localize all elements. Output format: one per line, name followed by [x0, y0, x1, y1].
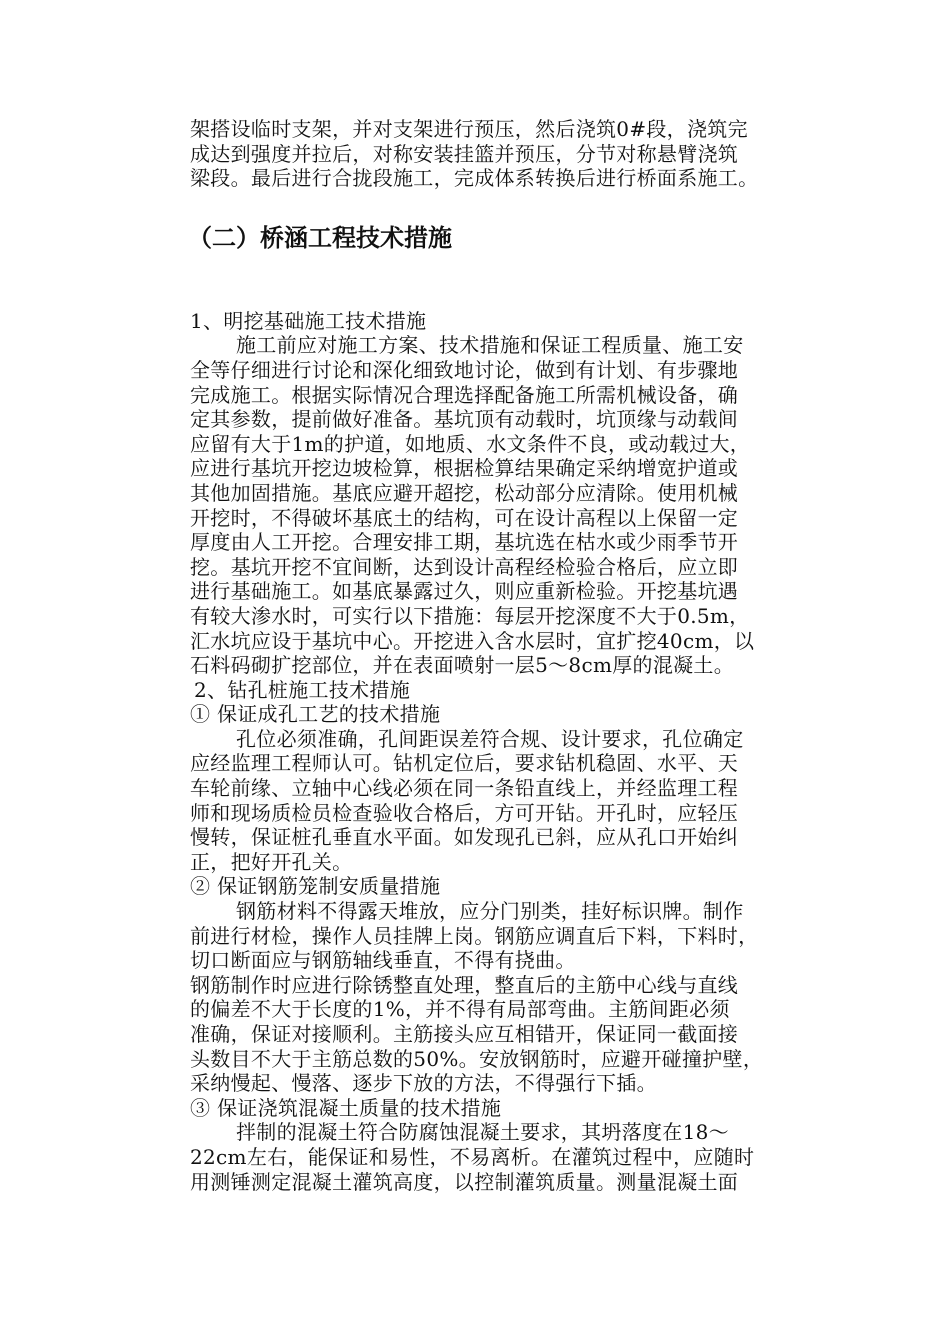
text-line: 定其参数，提前做好准备。基坑顶有动载时，坑顶缘与动载间: [190, 407, 739, 432]
text-line: 采纳慢起、慢落、逐步下放的方法，不得强行下插。: [190, 1071, 657, 1096]
text-line: 梁段。最后进行合拢段施工，完成体系转换后进行桥面系施工。: [190, 166, 759, 191]
text-line: 用测锤测定混凝土灌筑高度，以控制灌筑质量。测量混凝土面: [190, 1169, 739, 1194]
subsection-title: 2、钻孔桩施工技术措施: [194, 677, 411, 702]
text-line: 厚度由人工开挖。合理安排工期，基坑选在枯水或少雨季节开: [190, 530, 739, 555]
text-line: 应经监理工程师认可。钻机定位后，要求钻机稳固、水平、天: [190, 751, 739, 776]
section-heading: （二）桥涵工程技术措施: [188, 223, 452, 252]
text-line: 开挖时，不得破坏基底土的结构，可在设计高程以上保留一定: [190, 505, 739, 530]
item-title: ③ 保证浇筑混凝土质量的技术措施: [190, 1095, 502, 1120]
text-line: 应进行基坑开挖边坡检算，根据检算结果确定采纳增宽护道或: [190, 456, 739, 481]
text-line: 石料码砌扩挖部位，并在表面喷射一层5～8cm厚的混凝土。: [190, 653, 735, 678]
text-line: 施工前应对施工方案、技术措施和保证工程质量、施工安: [236, 333, 744, 358]
text-line: 头数目不大于主筋总数的50%。安放钢筋时，应避开碰撞护壁，: [190, 1046, 764, 1071]
text-line: 孔位必须准确，孔间距误差符合规、设计要求，孔位确定: [236, 726, 744, 751]
text-line: 其他加固措施。基底应避开超挖，松动部分应清除。使用机械: [190, 480, 739, 505]
text-line: 22cm左右，能保证和易性，不易离析。在灌筑过程中，应随时: [190, 1144, 755, 1169]
text-line: 进行基础施工。如基底暴露过久，则应重新检验。开挖基坑遇: [190, 579, 739, 604]
text-line: 正，把好开孔关。: [190, 849, 353, 874]
item-title: ① 保证成孔工艺的技术措施: [190, 702, 441, 727]
subsection-title: 1、明挖基础施工技术措施: [190, 308, 427, 333]
text-line: 钢筋材料不得露天堆放，应分门别类，挂好标识牌。制作: [236, 899, 744, 924]
text-line: 的偏差不大于长度的1%，并不得有局部弯曲。主筋间距必须: [190, 997, 730, 1022]
text-line: 挖。基坑开挖不宜间断，达到设计高程经检验合格后，应立即: [190, 554, 739, 579]
text-line: 完成施工。根据实际情况合理选择配备施工所需机械设备，确: [190, 382, 739, 407]
text-line: 车轮前缘、立轴中心线必须在同一条铅直线上，并经监理工程: [190, 776, 739, 801]
section-1: [190, 309, 810, 678]
text-line: 切口断面应与钢筋轴线垂直，不得有挠曲。: [190, 948, 576, 973]
text-line: 钢筋制作时应进行除锈整直处理，整直后的主筋中心线与直线: [190, 972, 739, 997]
section-2: [190, 678, 810, 1194]
text-line: 汇水坑应设于基坑中心。开挖进入含水层时，宜扩挖40cm，以: [190, 628, 755, 653]
item-title: ② 保证钢筋笼制安质量措施: [190, 874, 441, 899]
text-line: 拌制的混凝土符合防腐蚀混凝土要求，其坍落度在18～: [236, 1120, 729, 1145]
document-body: [190, 117, 810, 1194]
text-line: 慢转，保证桩孔垂直水平面。如发现孔已斜，应从孔口开始纠: [190, 825, 739, 850]
text-line: 全等仔细进行讨论和深化细致地讨论，做到有计划、有步骤地: [190, 357, 739, 382]
intro-paragraph: [190, 117, 810, 191]
text-line: 前进行材检，操作人员挂牌上岗。钢筋应调直后下料，下料时，: [190, 923, 759, 948]
text-line: 架搭设临时支架，并对支架进行预压，然后浇筑0#段，浇筑完: [190, 117, 748, 141]
text-line: 应留有大于1m的护道，如地质、水文条件不良，或动载过大，: [190, 431, 751, 456]
text-line: 师和现场质检员检查验收合格后，方可开钻。开孔时，应轻压: [190, 800, 739, 825]
text-line: 成达到强度并拉后，对称安装挂篮并预压，分节对称悬臂浇筑: [190, 141, 739, 166]
text-line: 准确，保证对接顺利。主筋接头应互相错开，保证同一截面接: [190, 1022, 739, 1046]
text-line: 有较大渗水时，可实行以下措施：每层开挖深度不大于0.5m，: [190, 603, 750, 628]
